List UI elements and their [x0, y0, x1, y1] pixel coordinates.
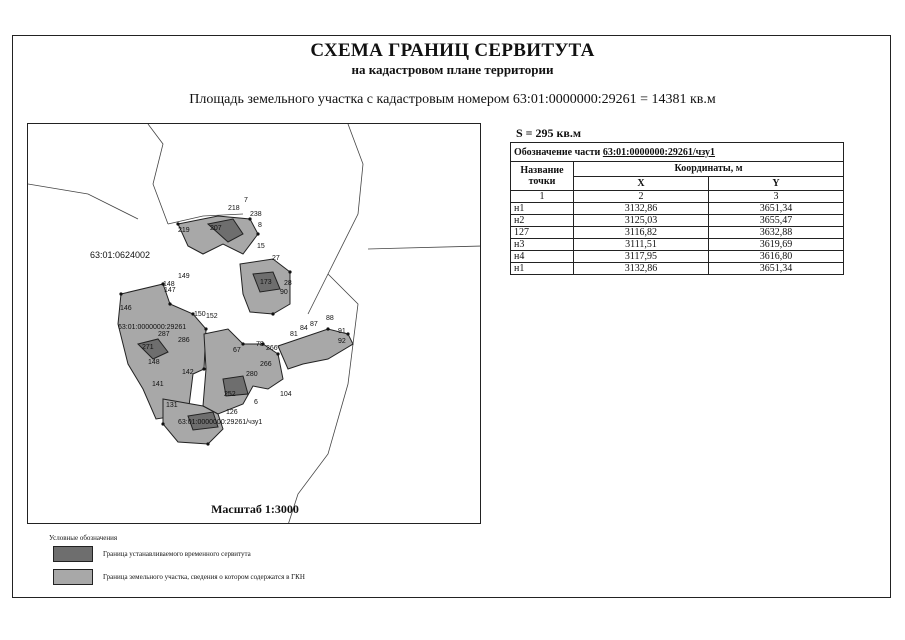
point-label: 92 — [338, 338, 346, 345]
point-label: 141 — [152, 381, 164, 388]
point-y: 3651,34 — [708, 263, 843, 275]
point-label: 87 — [310, 321, 318, 328]
point-x: 3132,86 — [574, 203, 709, 215]
servitude-label: 63:01:0000000:29261/чзу1 — [178, 419, 263, 426]
legend-label: Граница устанавливаемого временного сервитута — [103, 550, 251, 558]
point-label: 90 — [280, 289, 288, 296]
point-y: 3632,88 — [708, 227, 843, 239]
point-label: 173 — [260, 279, 272, 286]
point-name: н2 — [511, 215, 574, 227]
col-coords-header: Координаты, м — [574, 162, 844, 177]
point-y: 3651,34 — [708, 203, 843, 215]
point-name: 127 — [511, 227, 574, 239]
parcel-label: 63:01:0000000:29261 — [118, 324, 187, 331]
map-scale: Масштаб 1:3000 — [211, 502, 299, 516]
point-label: 67 — [233, 347, 241, 354]
map-drawing — [28, 124, 481, 524]
point-y: 3619,69 — [708, 239, 843, 251]
point-label: 287 — [158, 331, 170, 338]
point-label: 286 — [178, 337, 190, 344]
part-designation-cell — [511, 143, 844, 162]
point-name: н1 — [511, 263, 574, 275]
point-label: 15 — [257, 243, 265, 250]
point-x: 3132,86 — [574, 263, 709, 275]
point-label: 131 — [166, 402, 178, 409]
point-label: 271 — [142, 344, 154, 351]
table-row — [511, 203, 844, 215]
point-label: 218 — [228, 205, 240, 212]
point-label: 146 — [120, 305, 132, 312]
parcel-area-line: Площадь земельного участка с кадастровым номером 63:01:0000000:29261 = 14381 кв.м — [189, 92, 716, 107]
point-label: 152 — [206, 313, 218, 320]
table-row — [511, 239, 844, 251]
col-name-header: Название точки — [511, 162, 574, 191]
point-name: н4 — [511, 251, 574, 263]
point-x: 3117,95 — [574, 251, 709, 263]
parcel-swatch — [53, 569, 93, 585]
legend-title: Условные обозначения — [49, 534, 118, 542]
point-label: 91 — [338, 328, 346, 335]
point-label: 207 — [210, 225, 222, 232]
point-label: 7 — [244, 197, 248, 204]
legend-item-servitude — [53, 546, 251, 562]
point-y: 3616,80 — [708, 251, 843, 263]
point-y: 3655,47 — [708, 215, 843, 227]
table-row — [511, 227, 844, 239]
col-x-header: X — [574, 176, 709, 191]
point-label: 28 — [284, 280, 292, 287]
point-label: 252 — [224, 391, 236, 398]
point-label: 8 — [258, 222, 262, 229]
point-name: н3 — [511, 239, 574, 251]
part-label: Обозначение части — [514, 146, 601, 158]
point-name: н1 — [511, 203, 574, 215]
point-label: 142 — [182, 369, 194, 376]
point-label: 126 — [226, 409, 238, 416]
legend-label: Граница земельного участка, сведения о котором содержатся в ГКН — [103, 573, 305, 581]
table-row — [511, 263, 844, 275]
point-label: 238 — [250, 211, 262, 218]
point-label: 27 — [272, 255, 280, 262]
point-label: 84 — [300, 325, 308, 332]
point-label: 88 — [326, 315, 334, 322]
point-label: 149 — [178, 273, 190, 280]
point-x: 3116,82 — [574, 227, 709, 239]
col-number: 3 — [708, 191, 843, 203]
legend-item-parcel — [53, 569, 305, 585]
point-label: 150 — [194, 311, 206, 318]
point-label: 280 — [246, 371, 258, 378]
point-x: 3125,03 — [574, 215, 709, 227]
point-label: 6 — [254, 399, 258, 406]
document-subtitle: на кадастровом плане территории — [351, 62, 554, 77]
col-number: 2 — [574, 191, 709, 203]
point-label: 266 — [260, 361, 272, 368]
part-number: 63:01:0000000:29261/чзу1 — [602, 146, 716, 158]
coordinates-table — [510, 142, 844, 275]
point-label: 266 — [266, 345, 278, 352]
point-label: 147 — [164, 287, 176, 294]
point-x: 3111,51 — [574, 239, 709, 251]
col-y-header: Y — [708, 176, 843, 191]
point-label: 219 — [178, 227, 190, 234]
servitude-area: S = 295 кв.м — [516, 126, 582, 140]
cadastral-map — [27, 123, 481, 524]
servitude-swatch — [53, 546, 93, 562]
quarter-label: 63:01:0624002 — [90, 250, 151, 260]
point-label: 104 — [280, 391, 292, 398]
table-row — [511, 251, 844, 263]
point-label: 81 — [290, 331, 298, 338]
point-label: 148 — [163, 281, 175, 288]
document-title: СХЕМА ГРАНИЦ СЕРВИТУТА — [310, 40, 595, 61]
table-row — [511, 215, 844, 227]
col-number: 1 — [511, 191, 574, 203]
point-label: 148 — [148, 359, 160, 366]
point-label: 78 — [256, 341, 264, 348]
